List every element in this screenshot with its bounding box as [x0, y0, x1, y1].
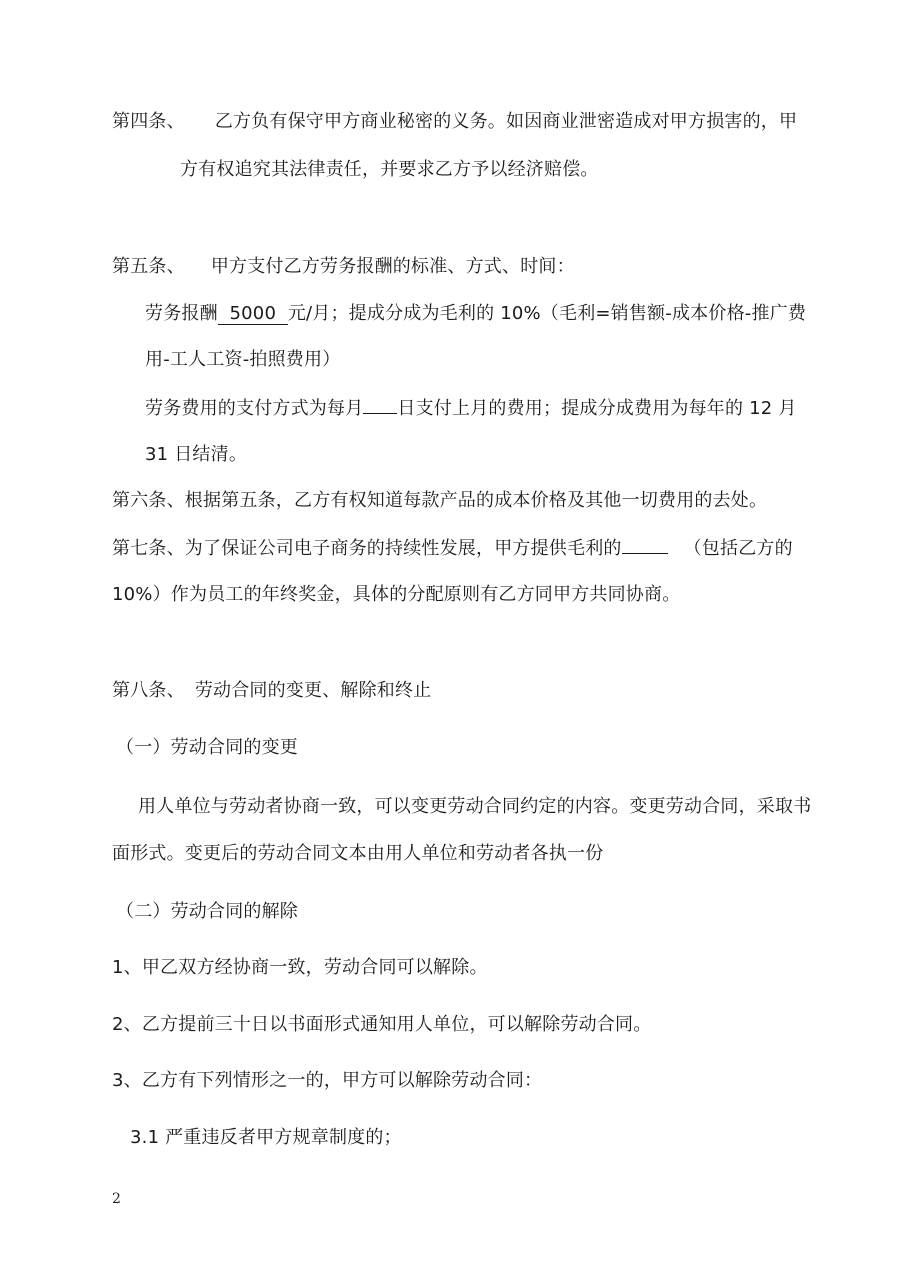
article5-label: 第五条、 — [112, 256, 185, 277]
termination-item-3: 3、乙方有下列情形之一的，甲方可以解除劳动合同： — [112, 1070, 543, 1091]
section2-title: （二）劳动合同的解除 — [116, 901, 298, 922]
article7-prefix: 第七条、为了保证公司电子商务的持续性发展，甲方提供毛利的 — [112, 538, 622, 559]
pay-amount-blank: 5000 — [218, 304, 288, 325]
article5-pay-line2: 用-工人工资-拍照费用） — [145, 349, 341, 370]
method-suffix: 日支付上月的费用；提成分成费用为每年的 12 月 — [397, 398, 797, 419]
article7-line1 — [112, 537, 793, 561]
termination-item-1: 1、甲乙双方经协商一致，劳动合同可以解除。 — [112, 957, 488, 978]
article6-text: 第六条、根据第五条，乙方有权知道每款产品的成本价格及其他一切费用的去处。 — [112, 490, 768, 511]
method-prefix: 劳务费用的支付方式为每月 — [145, 398, 364, 419]
pay-suffix: 元/月；提成分成为毛利的 10%（毛利=销售额-成本价格-推广费 — [287, 303, 807, 324]
article4-text-line1: 乙方负有保守甲方商业秘密的义务。如因商业泄密造成对甲方损害的，甲 — [214, 111, 798, 132]
article5-pay-line — [145, 302, 806, 326]
article4-line1 — [112, 110, 797, 134]
article7-line2: 10%）作为员工的年终奖金，具体的分配原则有乙方同甲方共同协商。 — [112, 584, 681, 605]
termination-item-3-1: 3.1 严重违反者甲方规章制度的； — [130, 1127, 402, 1148]
section1-line1: 用人单位与劳动者协商一致，可以变更劳动合同约定的内容。变更劳动合同，采取书 — [138, 796, 812, 817]
page-number: 2 — [112, 1191, 121, 1207]
article5-heading: 甲方支付乙方劳务报酬的标准、方式、时间： — [210, 256, 575, 277]
article5-method-line2: 31 日结清。 — [145, 444, 248, 465]
article4-label: 第四条、 — [112, 111, 185, 132]
termination-item-2: 2、乙方提前三十日以书面形式通知用人单位，可以解除劳动合同。 — [112, 1014, 652, 1035]
section1-line2: 面形式。变更后的劳动合同文本由用人单位和劳动者各执一份 — [112, 843, 604, 864]
section1-title: （一）劳动合同的变更 — [116, 737, 298, 758]
article4-line2: 方有权追究其法律责任，并要求乙方予以经济赔偿。 — [180, 159, 599, 180]
method-day-blank — [363, 413, 397, 414]
article8-heading — [112, 679, 431, 703]
article5-line1 — [112, 255, 575, 279]
pay-prefix: 劳务报酬 — [145, 303, 218, 324]
article7-blank — [622, 553, 668, 554]
article8-title: 劳动合同的变更、解除和终止 — [194, 680, 432, 701]
article8-label: 第八条、 — [112, 680, 185, 701]
article7-suffix: （包括乙方的 — [683, 538, 793, 559]
article5-method-line — [145, 397, 797, 421]
